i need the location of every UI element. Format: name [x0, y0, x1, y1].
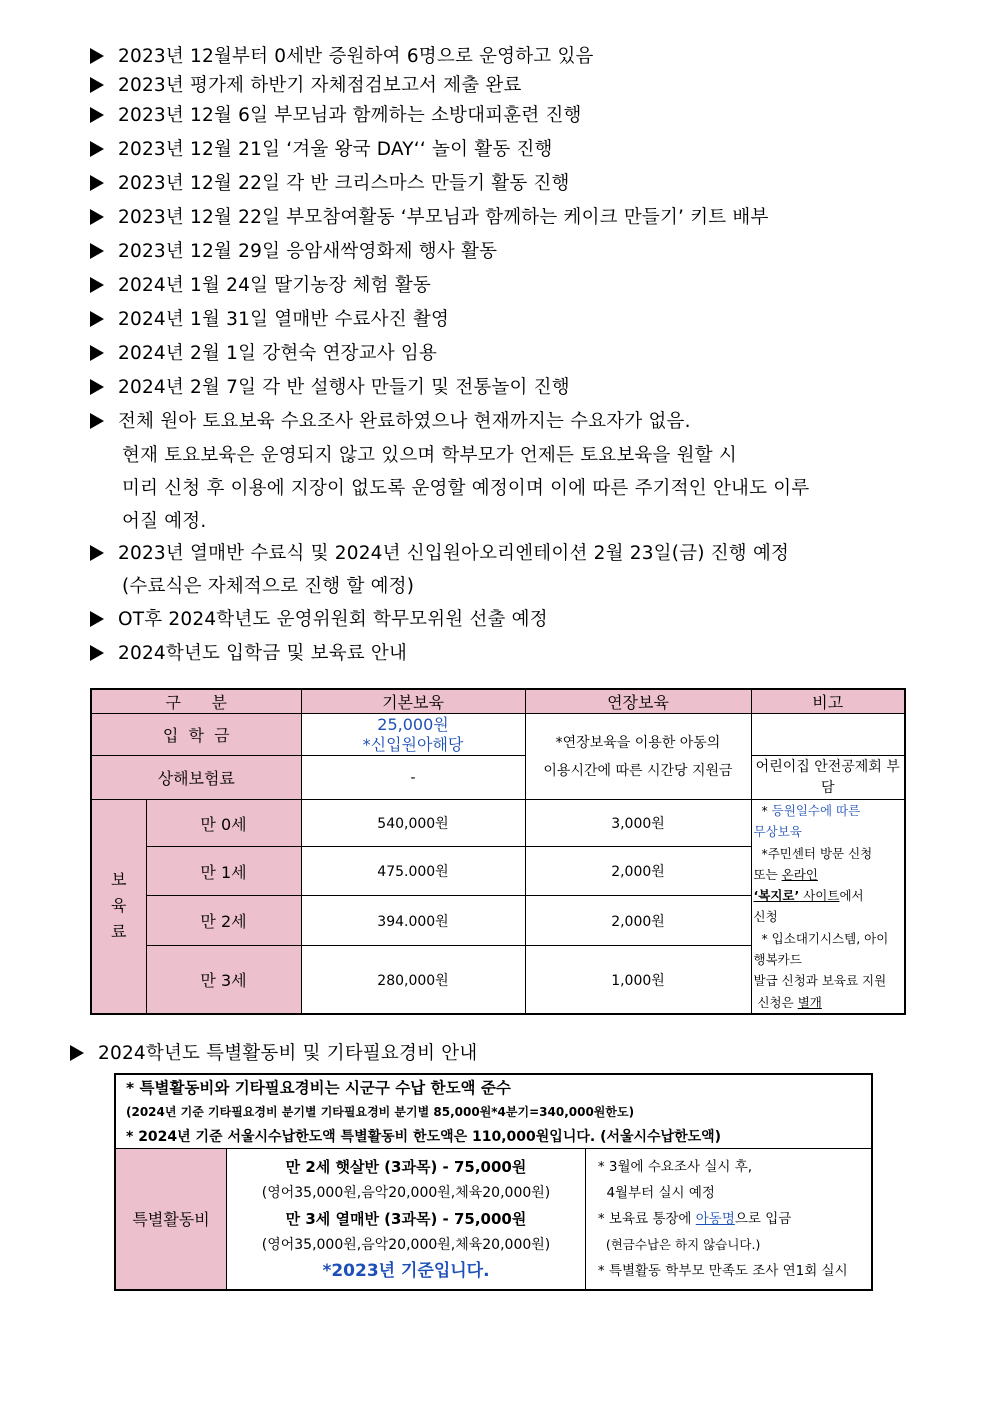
activity-banner-3: * 2024년 기준 서울시수납한도액 특별활동비 한도액은 110,000원입니다. (서울시수납한도액): [115, 1124, 872, 1148]
insurance-remark: 어린이집 안전공제회 부담: [751, 756, 905, 800]
bullet-item: 2024년 2월 7일 각 반 설행사 만들기 및 전통놀이 진행: [90, 376, 570, 400]
admission-fee: [301, 714, 525, 756]
activity-classes: 만 2세 햇살반 (3과목) - 75,000원 (영어35,000원,음악20,000원,체육20,000원) 만 3세 열매반 (3과목) - 75,000원 (영어35,000원,음악20,000원,체육20,000원) *2023년 기준입니다.: [227, 1148, 586, 1290]
admission-amount: 25,000원: [377, 714, 449, 734]
triangle-bullet-icon: [90, 413, 104, 429]
extended-fee: 3,000원: [525, 800, 751, 847]
bullet-item: 2023년 12월 22일 각 반 크리스마스 만들기 활동 진행: [90, 172, 570, 196]
saturday-line-3: 미리 신청 후 이용에 지장이 없도록 운영할 예정이며 이에 따른 주기적인 안내도 이루: [122, 478, 810, 499]
bullet-item-activity: 2024학년도 특별활동비 및 기타필요경비 안내: [70, 1042, 477, 1066]
activity-label: 특별활동비: [115, 1148, 227, 1290]
basic-fee: 540,000원: [301, 800, 525, 847]
triangle-bullet-icon: [90, 311, 104, 327]
bullet-item: 2023년 12월 22일 부모참여활동 ‘부모님과 함께하는 케이크 만들기’ 키트 배부: [90, 206, 769, 230]
basic-fee: 394.000원: [301, 895, 525, 946]
triangle-bullet-icon: [70, 1045, 84, 1061]
triangle-bullet-icon: [90, 48, 104, 64]
triangle-bullet-icon: [90, 277, 104, 293]
admission-note: *신입원아해당: [362, 734, 464, 754]
triangle-bullet-icon: [90, 107, 104, 123]
extended-fee: 2,000원: [525, 895, 751, 946]
insurance-label: 상해보험료: [91, 756, 301, 800]
triangle-bullet-icon: [90, 645, 104, 661]
triangle-bullet-icon: [90, 611, 104, 627]
header-basic: 기본보육: [301, 689, 525, 714]
bullet-item-fee: 2024학년도 입학금 및 보육료 안내: [90, 642, 407, 666]
triangle-bullet-icon: [90, 345, 104, 361]
extended-note: *연장보육을 이용한 아동의 이용시간에 따른 시간당 지원금: [525, 714, 751, 800]
header-category: 구 분: [91, 689, 301, 714]
basic-fee: 475.000원: [301, 847, 525, 895]
activity-banner-2: (2024년 기준 기타필요경비 분기별 기타필요경비 분기별 85,000원*4분기=340,000원한도): [115, 1098, 872, 1124]
insurance-basic: -: [301, 756, 525, 800]
age-label: 만 3세: [146, 946, 301, 1014]
triangle-bullet-icon: [90, 243, 104, 259]
triangle-bullet-icon: [90, 77, 104, 93]
bullet-item-saturday: 전체 원아 토요보육 수요조사 완료하였으나 현재까지는 수요자가 없음.: [90, 410, 691, 434]
triangle-bullet-icon: [90, 209, 104, 225]
bullet-item-ot: OT후 2024학년도 운영위원회 학무모위원 선출 예정: [90, 608, 548, 632]
triangle-bullet-icon: [90, 379, 104, 395]
care-fee-notes: * 등원일수에 따른 무상보육 *주민센터 방문 신청 또는 온라인 ‘복지로’ 사이트에서 신청 * 입소대기시스템, 아이 행복카드 발급 신청과 보육료 지원 신청은 별개: [751, 800, 905, 1014]
age-label: 만 0세: [146, 800, 301, 847]
fee-table: [90, 688, 906, 1015]
bullet-item: 2024년 1월 24일 딸기농장 체험 활동: [90, 274, 431, 298]
bullet-item: 2023년 평가제 하반기 자체점검보고서 제출 완료: [90, 74, 522, 98]
basic-fee: 280,000원: [301, 946, 525, 1014]
bullet-item: 2024년 2월 1일 강현숙 연장교사 임용: [90, 342, 437, 366]
triangle-bullet-icon: [90, 175, 104, 191]
activity-notes: * 3월에 수요조사 실시 후, 4월부터 실시 예정 * 보육료 통장에 아동명으로 입금 (현금수납은 하지 않습니다.) * 특별활동 학부모 만족도 조사 연1회 실시: [585, 1148, 872, 1290]
saturday-line-4: 어질 예정.: [122, 511, 207, 532]
care-fee-label: 보 육 료: [91, 800, 146, 1014]
ceremony-line-2: (수료식은 자체적으로 진행 할 예정): [122, 576, 415, 597]
bullet-item: 2024년 1월 31일 열매반 수료사진 촬영: [90, 308, 449, 332]
activity-banner-1: * 특별활동비와 기타필요경비는 시군구 수납 한도액 준수: [115, 1074, 872, 1098]
extended-fee: 1,000원: [525, 946, 751, 1014]
admission-remark: [751, 714, 905, 756]
triangle-bullet-icon: [90, 545, 104, 561]
age-label: 만 2세: [146, 895, 301, 946]
bullet-item-ceremony: 2023년 열매반 수료식 및 2024년 신입원아오리엔테이션 2월 23일(금) 진행 예정: [90, 542, 789, 566]
admission-label: 입 학 금: [91, 714, 301, 756]
triangle-bullet-icon: [90, 141, 104, 157]
age-label: 만 1세: [146, 847, 301, 895]
bullet-item: 2023년 12월 6일 부모님과 함께하는 소방대피훈련 진행: [90, 104, 582, 128]
bullet-item: 2023년 12월 29일 응암새싹영화제 행사 활동: [90, 240, 497, 264]
bullet-item: 2023년 12월부터 0세반 증원하여 6명으로 운영하고 있음: [90, 45, 594, 69]
bullet-item: 2023년 12월 21일 ‘겨울 왕국 DAY‘‘ 놀이 활동 진행: [90, 138, 553, 162]
activity-table: [114, 1073, 873, 1291]
saturday-line-2: 현재 토요보육은 운영되지 않고 있으며 학부모가 언제든 토요보육을 원할 시: [122, 445, 737, 466]
extended-fee: 2,000원: [525, 847, 751, 895]
header-remarks: 비고: [751, 689, 905, 714]
header-extended: 연장보육: [525, 689, 751, 714]
